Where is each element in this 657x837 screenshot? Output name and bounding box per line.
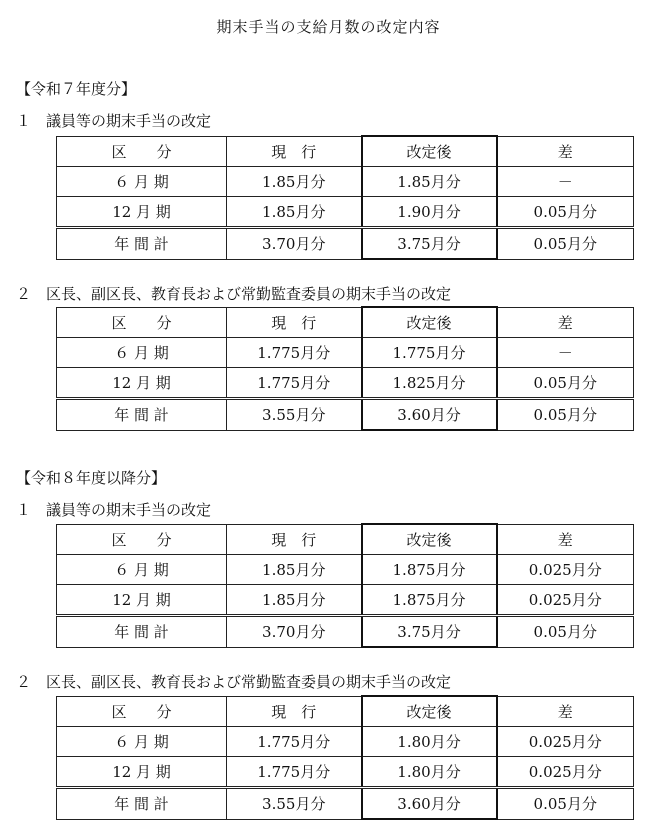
column-header: 改定後 <box>362 307 497 338</box>
table-cell: 0.025月分 <box>497 727 634 757</box>
table-cell: 3.75月分 <box>362 616 497 648</box>
table-cell: － <box>497 338 634 368</box>
table-cell: 1.775月分 <box>227 727 362 757</box>
table-cell: 0.05月分 <box>497 368 634 399</box>
subsection-number: １ <box>16 501 32 519</box>
subsection-heading <box>16 283 451 304</box>
table-cell: 1.875月分 <box>362 555 497 585</box>
column-header: 差 <box>497 524 634 555</box>
table-cell: 1.90月分 <box>362 197 497 228</box>
table-cell: － <box>497 167 634 197</box>
table-cell: 3.55月分 <box>227 399 362 431</box>
table-cell: 3.75月分 <box>362 228 497 260</box>
subsection-heading <box>16 110 211 131</box>
table-cell: 0.025月分 <box>497 585 634 616</box>
subsection-number: ２ <box>16 673 32 691</box>
table-row <box>57 167 634 197</box>
column-header: 現 行 <box>227 696 362 727</box>
table-cell: 1.85月分 <box>227 555 362 585</box>
table-cell: 1.80月分 <box>362 727 497 757</box>
allowance-table-r8-executives <box>56 695 634 820</box>
table-cell: 0.05月分 <box>497 228 634 260</box>
table-row <box>57 757 634 788</box>
table-row <box>57 555 634 585</box>
table-cell: ６ 月 期 <box>57 338 227 368</box>
table-total-row <box>57 788 634 820</box>
table-row <box>57 368 634 399</box>
column-header: 区 分 <box>57 136 227 167</box>
table-cell: 0.05月分 <box>497 399 634 431</box>
column-header: 区 分 <box>57 524 227 555</box>
allowance-table-r8-members <box>56 523 634 648</box>
column-header: 改定後 <box>362 136 497 167</box>
table-cell: 1.775月分 <box>227 368 362 399</box>
subsection-title: 区長、副区長、教育長および常勤監査委員の期末手当の改定 <box>46 673 452 691</box>
subsection-number: １ <box>16 112 32 130</box>
column-header: 差 <box>497 307 634 338</box>
allowance-table-r7-members <box>56 135 634 260</box>
allowance-table-r7-executives <box>56 306 634 431</box>
table-header-row <box>57 136 634 167</box>
table-cell: 3.60月分 <box>362 788 497 820</box>
table-cell: 1.85月分 <box>227 167 362 197</box>
column-header: 現 行 <box>227 136 362 167</box>
table-cell: 1.875月分 <box>362 585 497 616</box>
subsection-number: ２ <box>16 285 32 303</box>
table-row <box>57 585 634 616</box>
table-cell: 1.775月分 <box>362 338 497 368</box>
section-heading-r8: 【令和８年度以降分】 <box>16 469 167 487</box>
table-cell: 1.85月分 <box>227 585 362 616</box>
table-cell: 年 間 計 <box>57 616 227 648</box>
table-row <box>57 197 634 228</box>
table-cell: 0.025月分 <box>497 555 634 585</box>
subsection-title: 議員等の期末手当の改定 <box>46 501 212 519</box>
table-cell: 年 間 計 <box>57 788 227 820</box>
table-cell: ６ 月 期 <box>57 555 227 585</box>
column-header: 改定後 <box>362 524 497 555</box>
table-cell: 3.55月分 <box>227 788 362 820</box>
subsection-title: 議員等の期末手当の改定 <box>46 112 212 130</box>
page-title: 期末手当の支給月数の改定内容 <box>216 18 441 36</box>
table-cell: 12 月 期 <box>57 757 227 788</box>
table-cell: 1.85月分 <box>227 197 362 228</box>
subsection-heading <box>16 671 451 692</box>
table-header-row <box>57 524 634 555</box>
table-cell: 0.05月分 <box>497 788 634 820</box>
table-cell: 1.80月分 <box>362 757 497 788</box>
table-cell: 1.85月分 <box>362 167 497 197</box>
subsection-title: 区長、副区長、教育長および常勤監査委員の期末手当の改定 <box>46 285 452 303</box>
table-total-row <box>57 616 634 648</box>
table-row <box>57 338 634 368</box>
table-total-row <box>57 399 634 431</box>
section-heading-r7: 【令和７年度分】 <box>16 80 137 98</box>
table-cell: 1.825月分 <box>362 368 497 399</box>
table-cell: 1.775月分 <box>227 757 362 788</box>
table-cell: 3.60月分 <box>362 399 497 431</box>
column-header: 差 <box>497 696 634 727</box>
table-header-row <box>57 307 634 338</box>
column-header: 現 行 <box>227 524 362 555</box>
table-cell: 3.70月分 <box>227 228 362 260</box>
table-total-row <box>57 228 634 260</box>
table-cell: ６ 月 期 <box>57 167 227 197</box>
column-header: 現 行 <box>227 307 362 338</box>
table-cell: 12 月 期 <box>57 368 227 399</box>
table-cell: 1.775月分 <box>227 338 362 368</box>
column-header: 区 分 <box>57 696 227 727</box>
column-header: 差 <box>497 136 634 167</box>
table-cell: 0.05月分 <box>497 616 634 648</box>
table-cell: 年 間 計 <box>57 228 227 260</box>
column-header: 改定後 <box>362 696 497 727</box>
table-cell: 3.70月分 <box>227 616 362 648</box>
column-header: 区 分 <box>57 307 227 338</box>
table-row <box>57 727 634 757</box>
table-cell: 12 月 期 <box>57 585 227 616</box>
table-cell: 年 間 計 <box>57 399 227 431</box>
subsection-heading <box>16 499 211 520</box>
table-cell: 0.05月分 <box>497 197 634 228</box>
table-cell: ６ 月 期 <box>57 727 227 757</box>
table-cell: 12 月 期 <box>57 197 227 228</box>
table-cell: 0.025月分 <box>497 757 634 788</box>
table-header-row <box>57 696 634 727</box>
